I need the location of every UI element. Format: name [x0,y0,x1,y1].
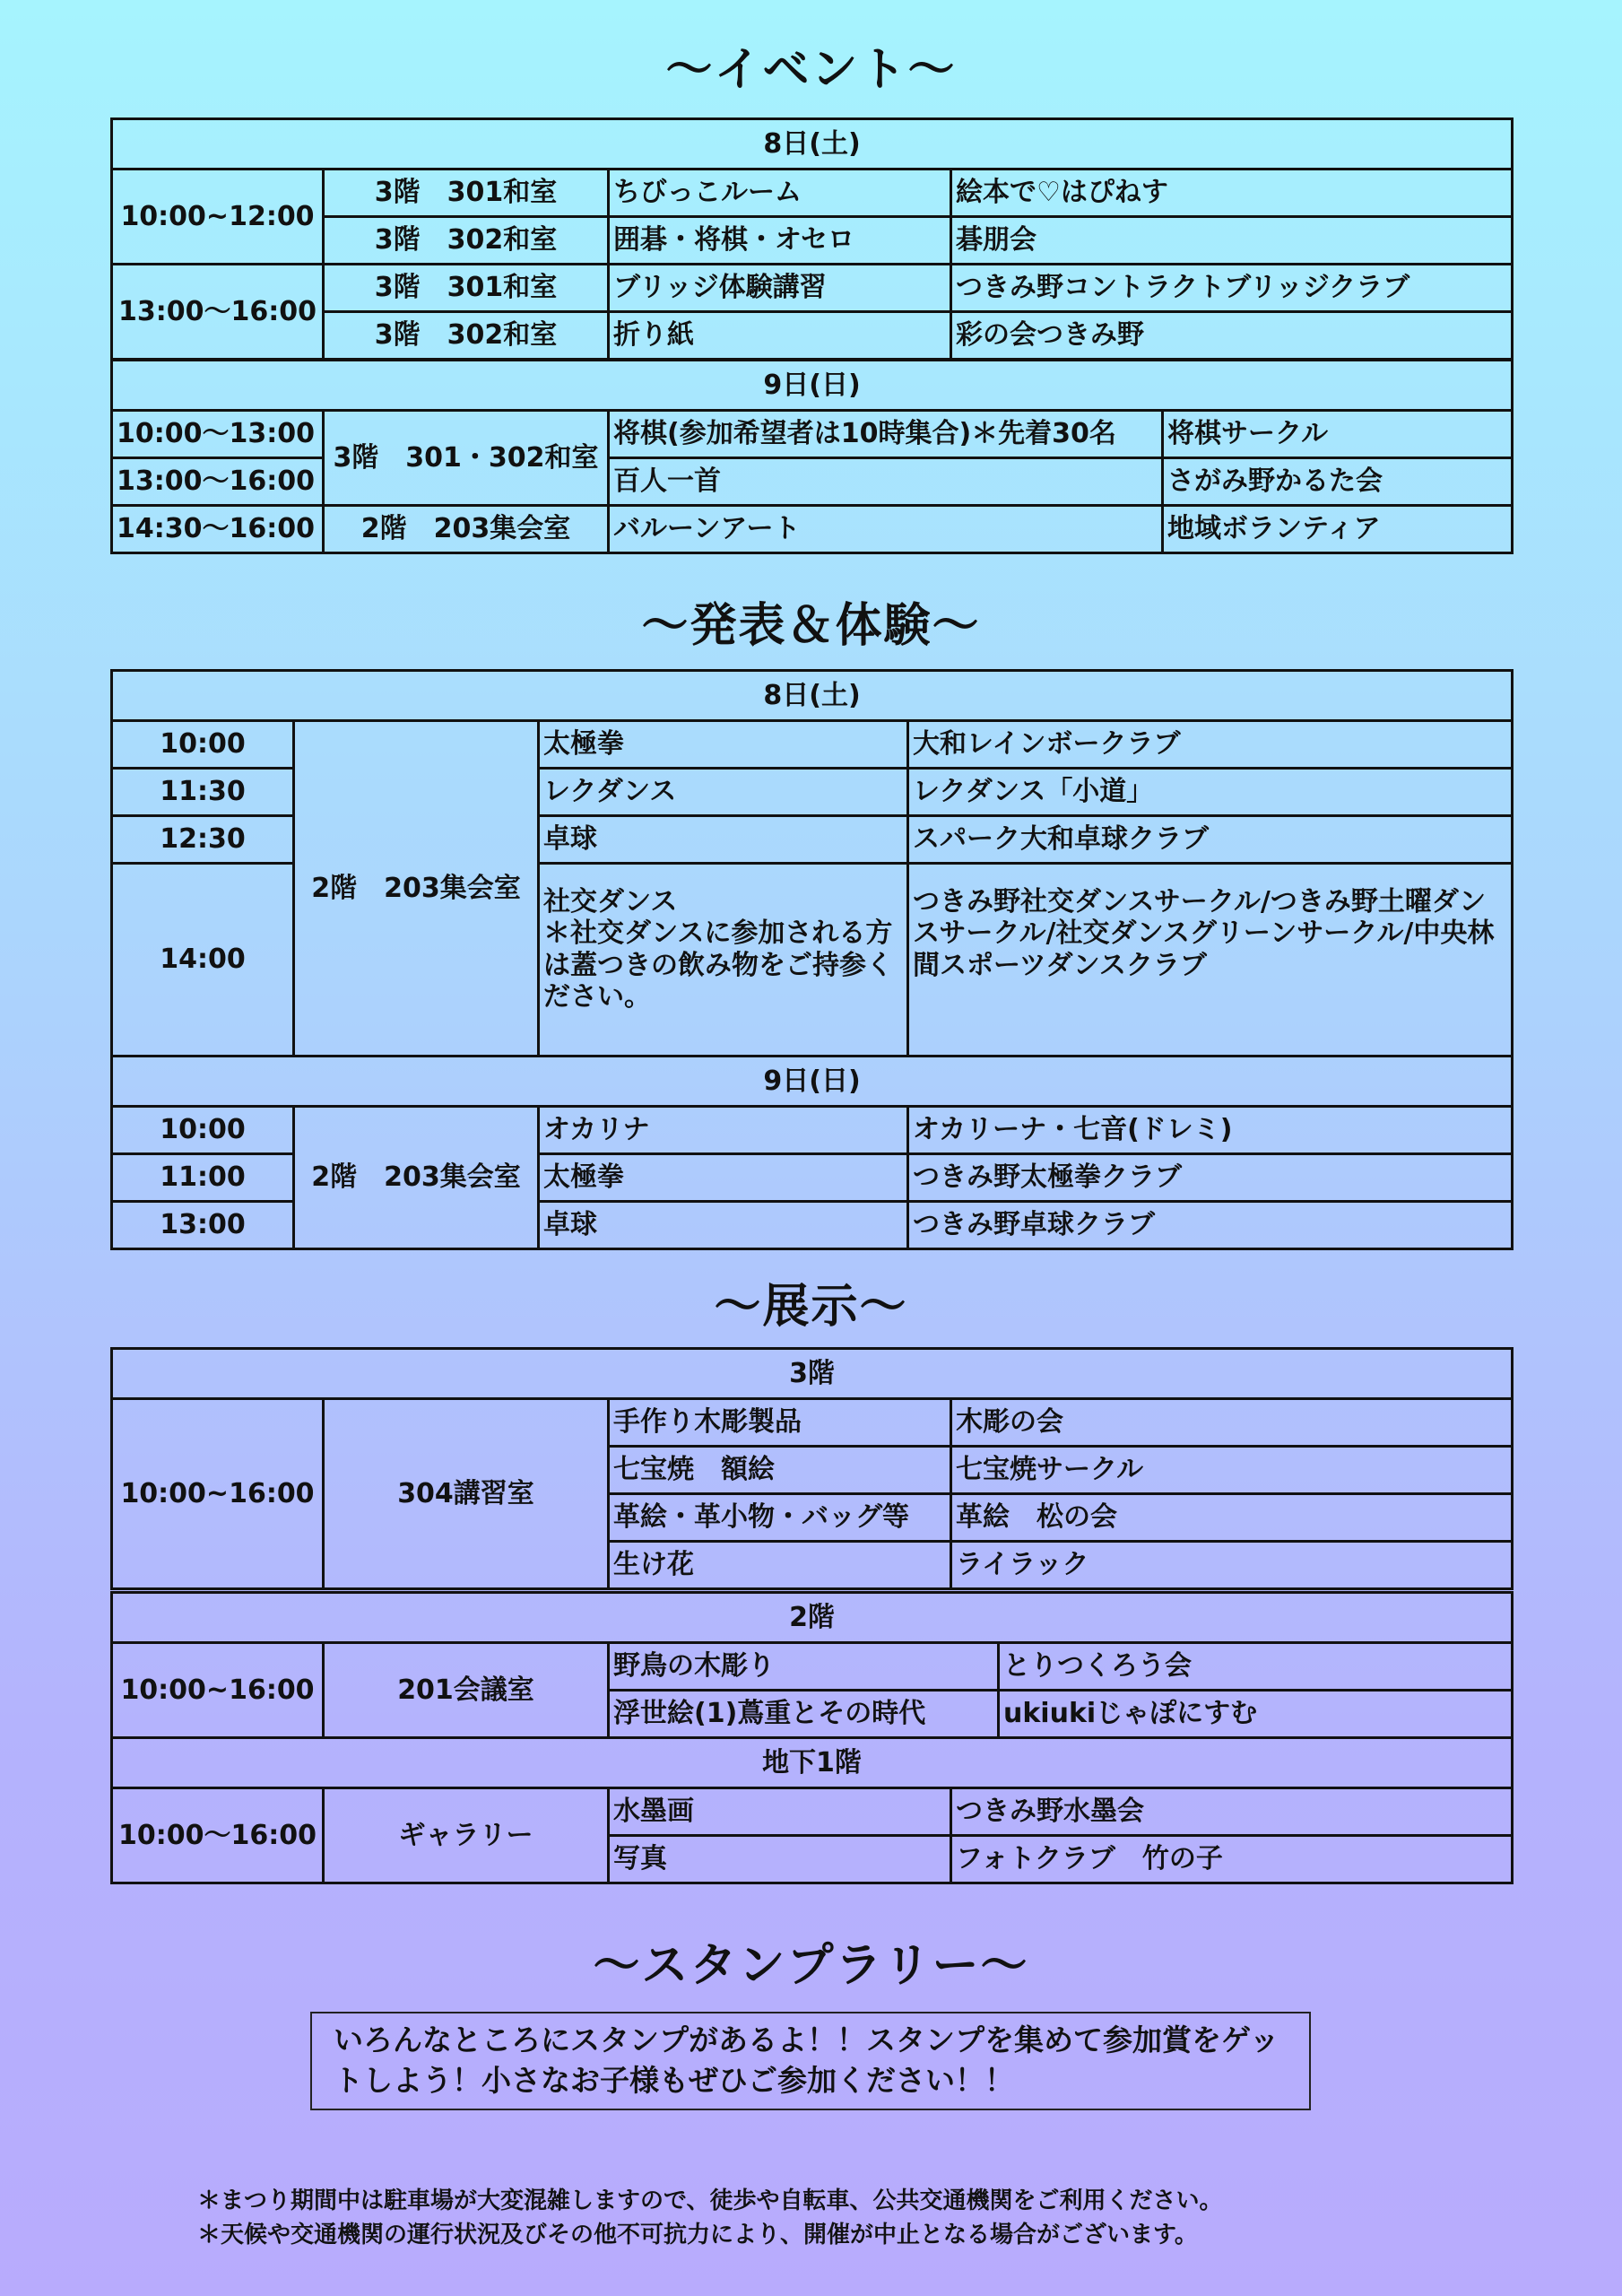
event-group-cell: 碁朋会 [951,217,1513,265]
presentation-day1-header: 8日(土) [112,671,1513,721]
exhibit-floor2-header: 2階 [112,1593,1513,1643]
presentation-day2-header: 9日(日) [112,1057,1513,1107]
event-program-cell: バルーンアート [609,506,1163,553]
event-section-title: ～イベント～ [665,43,957,97]
presentation-group-cell: レクダンス「小道」 [908,769,1513,816]
exhibit-section-title: ～展示～ [714,1280,908,1334]
exhibit-group-cell: 革絵 松の会 [951,1494,1513,1542]
exhibit-basement-table [110,1736,1514,1884]
event-day1-header: 8日(土) [112,119,1513,170]
event-table [110,117,1514,361]
exhibit-group-cell: つきみ野水墨会 [951,1788,1513,1836]
event-program-cell: ちびっこルーム [609,170,951,217]
exhibit-group-cell: 木彫の会 [951,1399,1513,1447]
exhibit-program-cell: 七宝焼 額絵 [609,1447,951,1494]
stamp-message-box: いろんなところにスタンプがあるよ！！スタンプを集めて参加賞をゲットしよう！小さなお子様もぜひご参加ください！！ [310,2012,1311,2110]
note-cancellation: ＊天候や交通機関の運行状況及びその他不可抗力により、開催が中止となる場合がございます。 [197,2221,1198,2248]
exhibit-time-cell: 10:00～16:00 [112,1788,324,1883]
exhibit-group-cell: とりつくろう会 [999,1643,1513,1691]
exhibit-program-cell: 生け花 [609,1542,951,1589]
presentation-group-cell: つきみ野太極拳クラブ [908,1154,1513,1202]
presentation-section-title: ～発表＆体験～ [641,599,981,653]
event-time-cell: 14:30～16:00 [112,506,324,553]
event-place-cell: 3階 301・302和室 [324,411,609,506]
presentation-time-cell: 12:30 [112,816,294,864]
presentation-group-cell: スパーク大和卓球クラブ [908,816,1513,864]
event-group-cell: つきみ野コントラクトブリッジクラブ [951,265,1513,312]
exhibit-place-cell: ギャラリー [324,1788,609,1883]
note-parking: ＊まつり期間中は駐車場が大変混雑しますので、徒歩や自転車、公共交通機関をご利用ください。 [197,2187,1223,2214]
event-time-cell: 13:00～16:00 [112,458,324,506]
presentation-program-cell: 社交ダンス ＊社交ダンスに参加される方は蓋つきの飲み物をご持参ください。 [539,864,908,1057]
presentation-program-cell: 太極拳 [539,721,908,769]
exhibit-time-cell: 10:00~16:00 [112,1399,324,1589]
event-place-cell: 3階 302和室 [324,312,609,360]
exhibit-place-cell: 304講習室 [324,1399,609,1589]
exhibit-floor3-table [110,1347,1514,1590]
exhibit-floor2-table [110,1591,1514,1739]
footer-notes [197,2185,1506,2252]
presentation-time-cell: 10:00 [112,1107,294,1154]
presentation-time-cell: 11:30 [112,769,294,816]
presentation-program-cell: 太極拳 [539,1154,908,1202]
exhibit-time-cell: 10:00~16:00 [112,1643,324,1738]
event-time-cell: 13:00～16:00 [112,265,324,360]
event-program-cell: 百人一首 [609,458,1163,506]
exhibit-group-cell: ukiukiじゃぽにすむ [999,1691,1513,1738]
exhibit-place-cell: 201会議室 [324,1643,609,1738]
event-time-cell: 10:00~12:00 [112,170,324,265]
event-place-cell: 3階 301和室 [324,265,609,312]
stamp-section-title: ～スタンプラリー～ [593,1939,1029,1993]
presentation-table [110,669,1514,1250]
event-place-cell: 3階 302和室 [324,217,609,265]
presentation-program-cell: 卓球 [539,1202,908,1249]
presentation-group-cell: つきみ野卓球クラブ [908,1202,1513,1249]
exhibit-program-cell: 浮世絵(1)蔦重とその時代 [609,1691,999,1738]
exhibit-floor3-header: 3階 [112,1349,1513,1399]
event-group-cell: 将棋サークル [1163,411,1513,458]
event-group-cell: さがみ野かるた会 [1163,458,1513,506]
exhibit-program-cell: 手作り木彫製品 [609,1399,951,1447]
presentation-time-cell: 14:00 [112,864,294,1057]
presentation-group-cell: オカリーナ・七音(ドレミ) [908,1107,1513,1154]
event-program-cell: 囲碁・将棋・オセロ [609,217,951,265]
exhibit-program-cell: 革絵・革小物・バッグ等 [609,1494,951,1542]
presentation-time-cell: 10:00 [112,721,294,769]
event-time-cell: 10:00～13:00 [112,411,324,458]
presentation-time-cell: 13:00 [112,1202,294,1249]
presentation-program-cell: 卓球 [539,816,908,864]
presentation-program-cell: レクダンス [539,769,908,816]
presentation-group-cell: つきみ野社交ダンスサークル/つきみ野土曜ダンスサークル/社交ダンスグリーンサークル/中央林間スポーツダンスクラブ [908,864,1513,1057]
presentation-place-cell: 2階 203集会室 [294,1107,539,1249]
exhibit-program-cell: 水墨画 [609,1788,951,1836]
presentation-program-cell: オカリナ [539,1107,908,1154]
presentation-place-cell: 2階 203集会室 [294,721,539,1057]
event-place-cell: 2階 203集会室 [324,506,609,553]
exhibit-program-cell: 野鳥の木彫り [609,1643,999,1691]
event-group-cell: 地域ボランティア [1163,506,1513,553]
event-day2-header: 9日(日) [112,361,1513,411]
event-group-cell: 絵本で♡はぴねす [951,170,1513,217]
exhibit-group-cell: ライラック [951,1542,1513,1589]
exhibit-program-cell: 写真 [609,1836,951,1883]
event-program-cell: ブリッジ体験講習 [609,265,951,312]
exhibit-group-cell: 七宝焼サークル [951,1447,1513,1494]
event-program-cell: 将棋(参加希望者は10時集合)＊先着30名 [609,411,1163,458]
event-program-cell: 折り紙 [609,312,951,360]
event-group-cell: 彩の会つきみ野 [951,312,1513,360]
event-table-day2 [110,359,1514,554]
exhibit-basement-header: 地下1階 [112,1738,1513,1788]
event-place-cell: 3階 301和室 [324,170,609,217]
presentation-time-cell: 11:00 [112,1154,294,1202]
exhibit-group-cell: フォトクラブ 竹の子 [951,1836,1513,1883]
presentation-group-cell: 大和レインボークラブ [908,721,1513,769]
